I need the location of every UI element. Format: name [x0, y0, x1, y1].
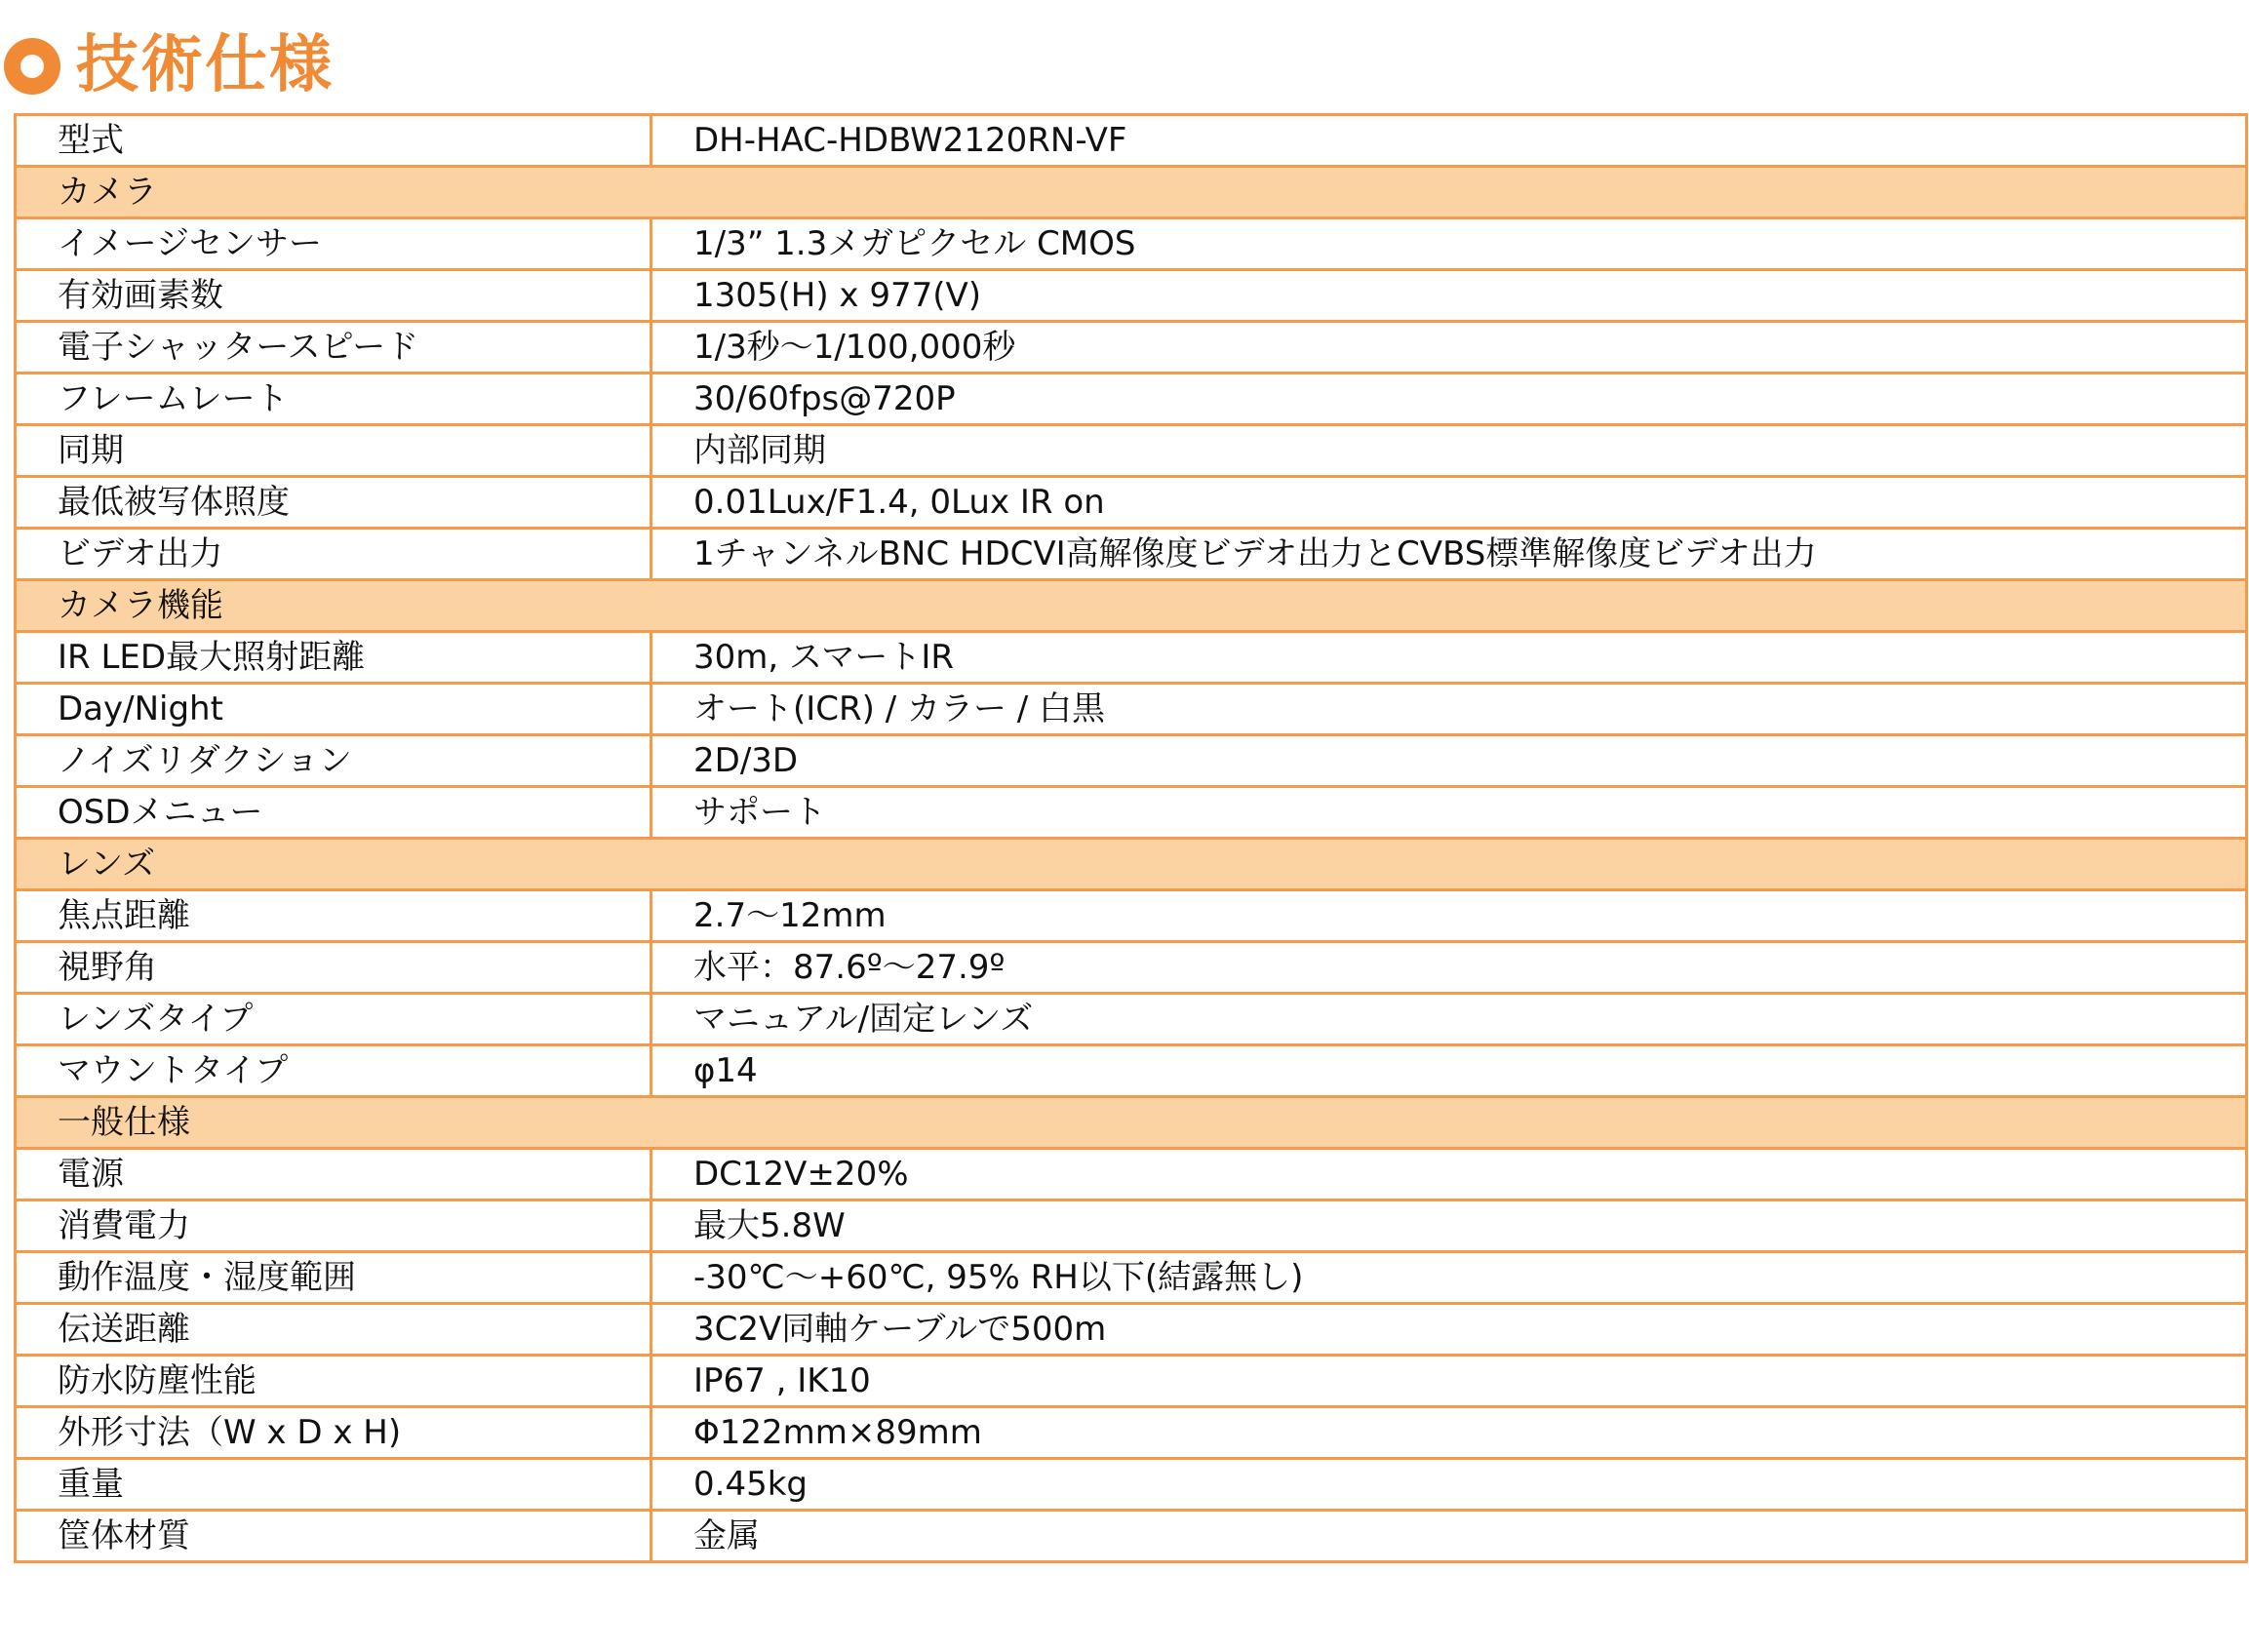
spec-row	[16, 529, 2247, 580]
spec-label: イメージセンサー	[16, 218, 651, 270]
spec-value: 1/3秒～1/100,000秒	[651, 322, 2247, 374]
spec-label: 視野角	[16, 942, 651, 994]
spec-label: 筐体材質	[16, 1511, 651, 1562]
spec-label: 重量	[16, 1459, 651, 1511]
spec-row	[16, 632, 2247, 684]
spec-value: 0.01Lux/F1.4, 0Lux IR on	[651, 477, 2247, 529]
spec-row	[16, 1252, 2247, 1304]
circle-bullet-icon	[4, 38, 60, 95]
spec-value: 最大5.8W	[651, 1200, 2247, 1252]
spec-label: フレームレート	[16, 374, 651, 425]
spec-label: 同期	[16, 425, 651, 477]
spec-value: -30℃～+60℃, 95% RH以下(結露無し)	[651, 1252, 2247, 1304]
section-title: レンズ	[16, 839, 2247, 890]
spec-value: Φ122mm×89mm	[651, 1407, 2247, 1459]
spec-label: 電子シャッタースピード	[16, 322, 651, 374]
spec-row	[16, 1304, 2247, 1356]
spec-value: 30/60fps@720P	[651, 374, 2247, 425]
section-title: 一般仕様	[16, 1097, 2247, 1149]
spec-row	[16, 477, 2247, 529]
spec-label: 伝送距離	[16, 1304, 651, 1356]
spec-row	[16, 1459, 2247, 1511]
spec-row	[16, 1407, 2247, 1459]
spec-row	[16, 1511, 2247, 1562]
section-title: カメラ	[16, 167, 2247, 218]
spec-row	[16, 735, 2247, 787]
spec-table-body	[16, 115, 2247, 1562]
spec-label: 外形寸法（W x D x H)	[16, 1407, 651, 1459]
spec-value: 1チャンネルBNC HDCVI高解像度ビデオ出力とCVBS標準解像度ビデオ出力	[651, 529, 2247, 580]
spec-value: オート(ICR) / カラー / 白黒	[651, 684, 2247, 735]
spec-label: 最低被写体照度	[16, 477, 651, 529]
spec-value: 0.45kg	[651, 1459, 2247, 1511]
section-header-row	[16, 580, 2247, 632]
spec-value: DC12V±20%	[651, 1149, 2247, 1200]
spec-value: 1/3” 1.3メガピクセル CMOS	[651, 218, 2247, 270]
spec-row	[16, 684, 2247, 735]
spec-row	[16, 115, 2247, 167]
spec-table	[14, 113, 2248, 1563]
spec-row	[16, 374, 2247, 425]
spec-value: DH-HAC-HDBW2120RN-VF	[651, 115, 2247, 167]
spec-value: 金属	[651, 1511, 2247, 1562]
spec-row	[16, 270, 2247, 322]
spec-label: 焦点距離	[16, 890, 651, 942]
spec-label: マウントタイプ	[16, 1045, 651, 1097]
spec-label: 消費電力	[16, 1200, 651, 1252]
section-header-row	[16, 167, 2247, 218]
spec-value: φ14	[651, 1045, 2247, 1097]
spec-label: 有効画素数	[16, 270, 651, 322]
spec-value: サポート	[651, 787, 2247, 839]
spec-row	[16, 425, 2247, 477]
spec-row	[16, 1200, 2247, 1252]
spec-row	[16, 1356, 2247, 1407]
spec-row	[16, 942, 2247, 994]
spec-label: 型式	[16, 115, 651, 167]
spec-label: Day/Night	[16, 684, 651, 735]
spec-value: 3C2V同軸ケーブルで500m	[651, 1304, 2247, 1356]
spec-label: OSDメニュー	[16, 787, 651, 839]
spec-label: 動作温度・湿度範囲	[16, 1252, 651, 1304]
section-header-row	[16, 1097, 2247, 1149]
spec-label: 防水防塵性能	[16, 1356, 651, 1407]
spec-value: 2.7～12mm	[651, 890, 2247, 942]
spec-row	[16, 1149, 2247, 1200]
spec-label: 電源	[16, 1149, 651, 1200]
section-header-row	[16, 839, 2247, 890]
spec-label: ノイズリダクション	[16, 735, 651, 787]
spec-value: 2D/3D	[651, 735, 2247, 787]
spec-value: 内部同期	[651, 425, 2247, 477]
spec-row	[16, 1045, 2247, 1097]
spec-value: IP67 , IK10	[651, 1356, 2247, 1407]
spec-row	[16, 322, 2247, 374]
spec-value: 1305(H) x 977(V)	[651, 270, 2247, 322]
spec-row	[16, 787, 2247, 839]
spec-value: 水平：87.6º～27.9º	[651, 942, 2247, 994]
page-heading	[4, 21, 334, 109]
spec-label: レンズタイプ	[16, 994, 651, 1045]
spec-row	[16, 890, 2247, 942]
spec-value: マニュアル/固定レンズ	[651, 994, 2247, 1045]
spec-row	[16, 218, 2247, 270]
section-title: カメラ機能	[16, 580, 2247, 632]
spec-value: 30m, スマートIR	[651, 632, 2247, 684]
spec-label: IR LED最大照射距離	[16, 632, 651, 684]
spec-label: ビデオ出力	[16, 529, 651, 580]
page-title: 技術仕様	[76, 29, 334, 101]
spec-row	[16, 994, 2247, 1045]
